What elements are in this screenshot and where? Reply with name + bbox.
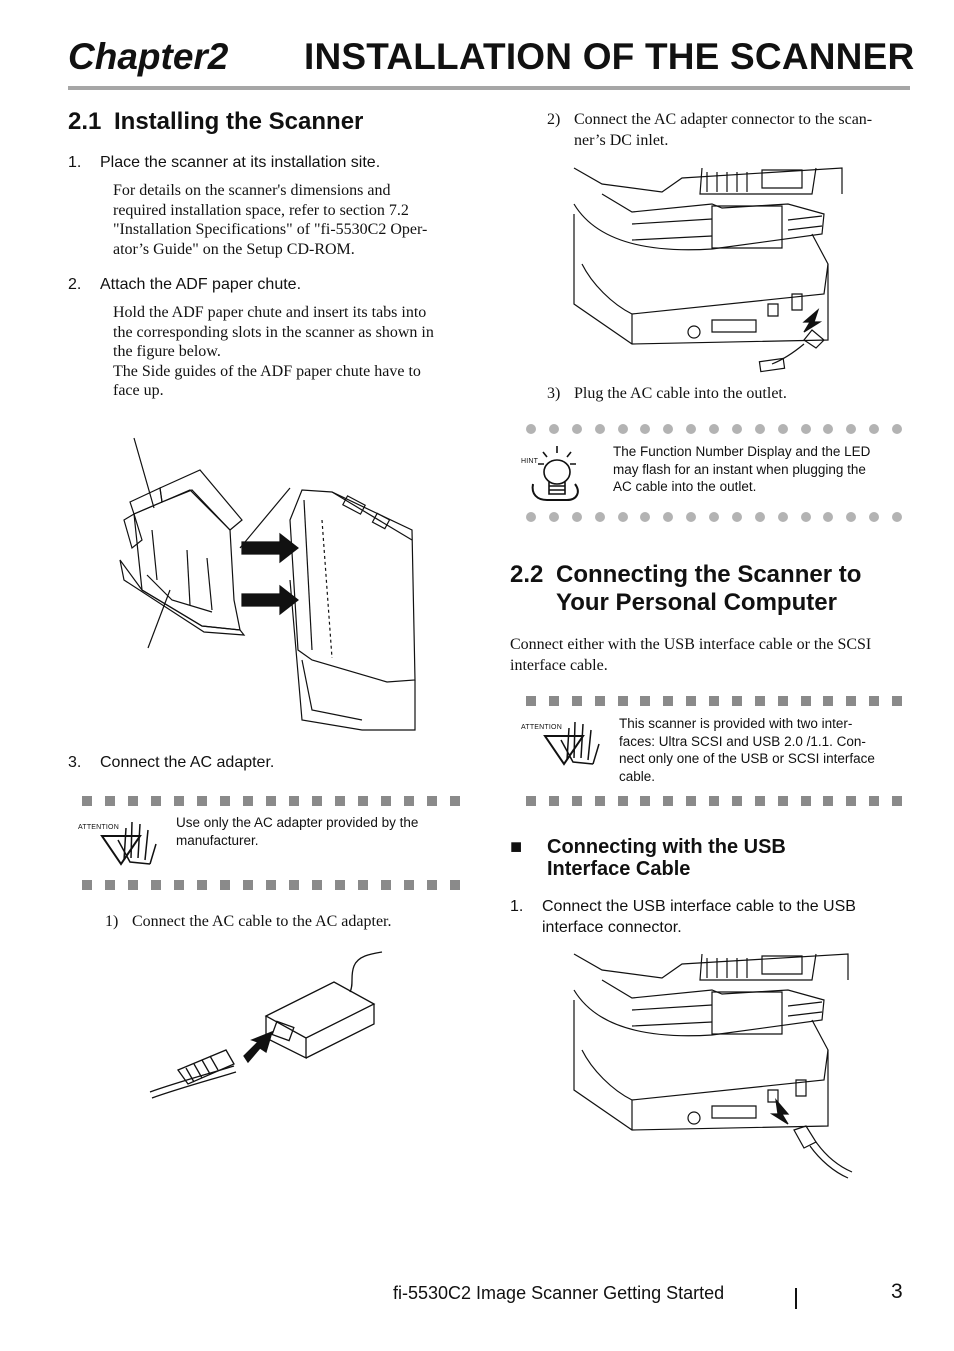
step-number: 3.	[68, 754, 82, 771]
lightbulb-icon	[527, 444, 581, 502]
text-line: ner’s DC inlet.	[574, 132, 669, 149]
substep-2	[547, 109, 917, 151]
substep-number: 2)	[547, 111, 561, 128]
attention-bottom-border	[82, 880, 460, 892]
step-number: 2.	[68, 276, 82, 293]
substep-3	[547, 383, 787, 404]
dc-inlet-figure	[572, 164, 852, 374]
text-line: The Side guides of the ADF paper chute have to	[113, 362, 421, 380]
text-line: Use only the AC adapter provided by the	[176, 815, 419, 830]
step-number: 1.	[510, 898, 524, 915]
attention-bottom-border	[526, 796, 902, 808]
stop-hand-icon	[543, 716, 601, 768]
section-title-line: Connecting the Scanner to	[556, 561, 862, 588]
attention-text	[176, 814, 456, 849]
step-text: Place the scanner at its installation site.	[100, 154, 381, 171]
attention-top-border	[82, 796, 460, 808]
text-line: face up.	[113, 382, 164, 399]
text-line: cable.	[619, 768, 656, 784]
step-text: Attach the ADF paper chute.	[100, 276, 302, 293]
section-title: Installing the Scanner	[114, 108, 364, 135]
header-rule	[68, 86, 910, 90]
text-line: faces: Ultra SCSI and USB 2.0 /1.1. Con-	[619, 733, 866, 749]
usb-connection-figure	[572, 950, 854, 1182]
substep-number: 1)	[105, 913, 119, 930]
text-line: "Installation Specifications" of "fi-5530C2 Oper-	[113, 221, 428, 238]
text-line: Hold the ADF paper chute and insert its tabs into	[113, 304, 427, 321]
step-2	[68, 274, 301, 295]
stop-hand-icon	[100, 816, 158, 868]
step-2-details	[113, 303, 473, 401]
text-line: Connect the AC adapter connector to the scan-	[574, 111, 873, 128]
section-title-line: Your Personal Computer	[556, 589, 837, 616]
step-number: 1.	[68, 154, 82, 171]
text-line: the figure below.	[113, 343, 221, 360]
text-line: required installation space, refer to section 7.2	[113, 201, 409, 219]
footer-title: fi-5530C2 Image Scanner Getting Started	[393, 1283, 725, 1303]
text-line: Connect either with the USB interface cable or the SCSI	[510, 636, 872, 653]
attention-icon	[521, 716, 601, 768]
usb-subheading	[510, 836, 786, 880]
square-bullet-icon: ■	[510, 836, 523, 858]
usb-step-1	[510, 896, 920, 938]
attention-icon	[78, 816, 158, 868]
substep-number: 3)	[547, 385, 561, 402]
text-line: Interface Cable	[547, 858, 691, 880]
text-line: The Function Number Display and the LED	[613, 444, 871, 459]
text-line: manufacturer.	[176, 832, 259, 848]
section-2-2-heading	[510, 561, 930, 617]
text-line: the corresponding slots in the scanner as shown in	[113, 323, 434, 341]
attention-icon-label: ATTENTION	[521, 724, 562, 731]
text-line: nect only one of the USB or SCSI interface	[619, 751, 875, 766]
text-line: AC cable into the outlet.	[613, 479, 757, 494]
step-1	[68, 152, 380, 173]
section-2-1-heading	[68, 108, 363, 136]
hint-bottom-border	[526, 512, 902, 524]
ac-adapter-figure	[148, 946, 388, 1101]
hint-icon-label: HINT	[521, 458, 539, 465]
text-line: interface cable.	[510, 657, 608, 674]
attention-top-border	[526, 696, 902, 708]
text-line: may flash for an instant when plugging the	[613, 461, 866, 477]
adf-chute-figure	[112, 430, 422, 735]
hint-top-border	[526, 424, 902, 436]
text-line: For details on the scanner's dimensions and	[113, 182, 391, 199]
substep-1	[105, 911, 392, 932]
hint-text	[613, 443, 903, 496]
attention-text	[619, 715, 904, 785]
text-line: ator’s Guide" on the Setup CD-ROM.	[113, 240, 355, 258]
chapter-title: INSTALLATION OF THE SCANNER	[304, 36, 915, 77]
section-number: 2.2	[510, 561, 544, 588]
chapter-label: Chapter2	[68, 36, 229, 77]
section-number: 2.1	[68, 108, 102, 135]
footer-divider	[795, 1288, 797, 1309]
attention-icon-label: ATTENTION	[78, 824, 119, 831]
page-number: 3	[891, 1280, 903, 1303]
substep-text: Plug the AC cable into the outlet.	[574, 385, 787, 402]
text-line: Connecting with the USB	[547, 836, 786, 858]
text-line: This scanner is provided with two inter-	[619, 716, 853, 731]
section-2-2-intro	[510, 634, 920, 676]
step-1-details	[113, 181, 473, 259]
text-line: Connect the USB interface cable to the USB	[542, 898, 856, 915]
hint-icon	[521, 444, 601, 502]
substep-text: Connect the AC cable to the AC adapter.	[132, 913, 392, 930]
step-3	[68, 752, 274, 773]
step-text: Connect the AC adapter.	[100, 754, 275, 771]
text-line: interface connector.	[542, 919, 682, 936]
